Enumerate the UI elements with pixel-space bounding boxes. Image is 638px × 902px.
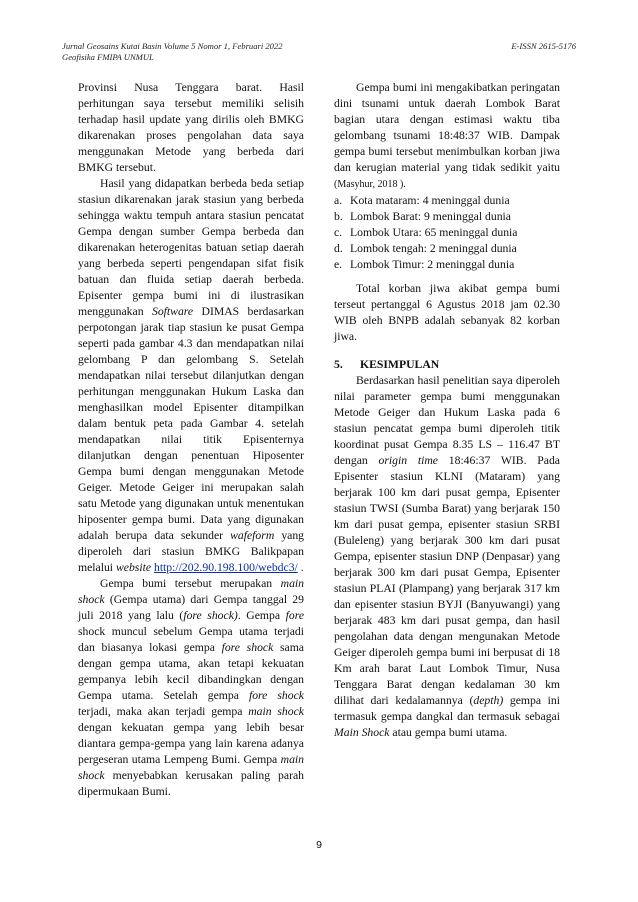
list-item: d. Lombok tengah: 2 meninggal dunia: [334, 242, 517, 255]
list-item: e. Lombok Timur: 2 meninggal dunia: [334, 258, 515, 271]
paragraph: Berdasarkan hasil penelitian saya diperoleh nilai parameter gempa bumi menggunakan Metode Geiger dan Hukum Laska pada 6 stasiun pencatat gempa bumi diperoleh titik koordinat pusat Gempa 8.35 LS – 116.47 BT dengan origin time 18:46:37 WIB. Pada Episenter stasiun KLNI (Mataram) yang berjarak 100 km dari pusat gempa, Episenter stasiun TWSI (Sumba Barat) yang berjarak 150 km dari pusat gempa, episenter stasiun SRBI (Buleleng) yang berjarak 300 km dari pusat Gempa, episenter stasiun DNP (Denpasar) yang berjarak 300 km dari pusat Gempa, Episenter stasiun PLAI (Plampang) yang berjarak 317 km dan episenter stasiun BYJI (Banyuwangi) yang berjarak 483 km dari pusat gempa, dan hasil pengolahan data dengan mengunakan Metode Geiger diperoleh gempa bumi ini berpusat di 18 Km arah barat Laut Lombok Timur, Nusa Tenggara Barat dengan kedalaman 30 km dilihat dari kedalamannya (depth) gempa ini termasuk gempa dangkal dan termasuk sebagai Main Shock atau gempa bumi utama.: [334, 374, 561, 739]
list-item: c. Lombok Utara: 65 meninggal dunia: [334, 226, 518, 239]
list-item: a. Kota mataram: 4 meninggal dunia: [334, 194, 510, 207]
list-item: b. Lombok Barat: 9 meninggal dunia: [334, 210, 511, 223]
paragraph: Total korban jiwa akibat gempa bumi terseut pertanggal 6 Agustus 2018 jam 02.30 WIB oleh BNPB adalah sebanyak 82 korban jiwa.: [334, 282, 560, 343]
right-column: [334, 80, 560, 741]
journal-title: Jurnal Geosains Kutai Basin Volume 5 Nomor 1, Februari 2022: [62, 41, 283, 51]
casualty-list: [334, 193, 560, 273]
journal-department: Geofisika FMIPA UNMUL: [62, 52, 154, 62]
paragraph: Gempa bumi ini mengakibatkan peringatan dini tsunami untuk daerah Lombok Barat bagian utara dengan estimasi waktu tiba gelombang tsunami 18:48:37 WIB. Dampak gempa bumi tersebut menimbulkan korban jiwa dan kerugian material yang tidak sedikit yaitu (Masyhur, 2018 ).: [334, 81, 560, 190]
paragraph: Gempa bumi tersebut merupakan main shock (Gempa utama) dari Gempa tanggal 29 juli 2018 yang lalu (fore shock). Gempa fore shock muncul sebelum Gempa utama terjadi dan biasanya lokasi gempa fore shock sama dengan gempa utama, akan tetapi kekuatan gempanya lebih kecil dibandingkan dengan Gempa utama. Setelah gempa fore shock terjadi, maka akan terjadi gempa main shock dengan kekuatan gempa yang lebih besar diantara gempa-gempa yang lain karena adanya pergeseran utama Lempeng Bumi. Gempa main shock menyebabkan kerusakan paling parah dipermukaan Bumi.: [78, 577, 305, 798]
paragraph: Provinsi Nusa Tenggara barat. Hasil perhitungan saya tersebut memiliki selisih terhadap hasil update yang dirilis oleh BMKG dikarenakan proses pengolahan data saya menggunakan Metode yang berbeda dari BMKG tersebut.: [78, 81, 304, 174]
section-heading: 5. KESIMPULAN: [334, 358, 440, 371]
citation: (Masyhur, 2018 ).: [334, 179, 406, 190]
page-number: 9: [316, 839, 322, 851]
page-header: [62, 41, 576, 63]
journal-issn: E-ISSN 2615-5176: [511, 41, 576, 51]
left-column: [78, 80, 304, 800]
paragraph: Hasil yang didapatkan berbeda beda setiap stasiun dikarenakan jarak stasiun yang berbeda sehingga waktu tempuh antara stasiun pencatat Gempa dengan sumber Gempa berbeda dan dikarenakan heterogenitas batuan setiap daerah yang berbeda seperti pengendapan sifat fisik batuan dan fluida setiap daerah berbeda. Episenter gempa bumi ini di ilustrasikan menggunakan Software DIMAS berdasarkan perpotongan jarak tiap stasiun ke pusat Gempa seperti pada gambar 4.3 dan mendapatkan nilai gelombang P dan gelombang S. Setelah mendapatkan nilai tersebut dilanjutkan dengan perhitungan menggunakan Hukum Laska dan menghasilkan model Episenter ditampilkan dalam bentuk peta pada Gambar 4. setelah mendapatkan nilai titik Episenternya dilanjutkan dengan penentuan Hiposenter Gempa bumi dengan menggunakan Metode Geiger. Metode Geiger ini merupakan salah satu Metode yang digunakan untuk menentukan hiposenter gempa bumi. Data yang digunakan adalah berupa data sekunder wafeform yang diperoleh dari stasiun BMKG Balikpapan melalui website http://202.90.198.100/webdc3/ .: [78, 177, 305, 574]
website-link[interactable]: http://202.90.198.100/webdc3/: [153, 561, 298, 574]
